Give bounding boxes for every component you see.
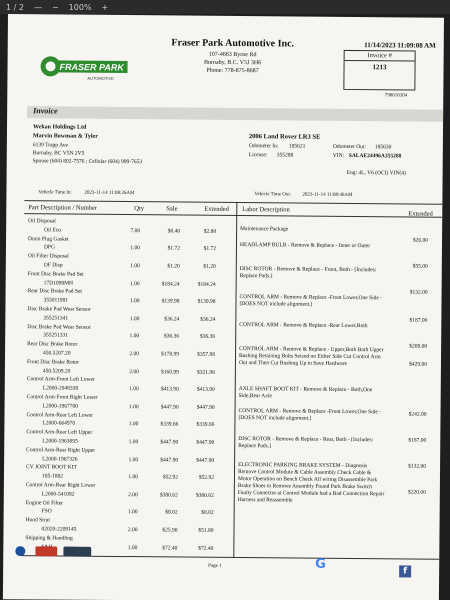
- part-extended: $36.24: [200, 316, 216, 323]
- time-out-value: 2023-11-14 11:08:46AM: [302, 192, 353, 199]
- part-qty: 1.00: [130, 263, 140, 270]
- part-number: L2000-664970: [42, 420, 76, 427]
- part-extended: $52.92: [198, 474, 214, 482]
- part-sale: $1.20: [167, 263, 180, 270]
- part-extended: $36.36: [200, 334, 216, 341]
- labor-description: HEADLAMP BULB - Remove & Replace - Inner or Outer: [239, 242, 371, 250]
- part-sale: $52.92: [162, 474, 178, 481]
- part-number: Oil Eco: [44, 227, 62, 234]
- page-indicator[interactable]: 1 / 2: [6, 2, 24, 12]
- company-logo: [37, 46, 129, 87]
- part-sale: $413.90: [160, 386, 179, 393]
- invoice-page: [3, 14, 444, 600]
- part-description: Control Arm-Rear Left Upper: [26, 429, 93, 436]
- pdf-viewer-toolbar: [0, 0, 450, 14]
- part-number: 185-1882: [41, 473, 64, 480]
- part-qty: 1.00: [128, 456, 139, 463]
- part-number: 355251331: [43, 332, 68, 339]
- part-number: L2000-1967700: [42, 403, 79, 410]
- labor-description: CONTROL ARM - Remove & Replace - Upper,Both Both Upper Bushing Retaining Bolts Seized on Either Side Cut Control Arm Out and Then Cut Bushing Up to Save Hardware: [238, 346, 384, 367]
- part-description: Control Arm-Rear Right Lower: [25, 482, 96, 489]
- labor-description: CONTROL ARM - Remove & Replace -Front Lower,One Side - [DOES NOT include alignment.]: [238, 408, 382, 422]
- labor-description: CONTROL ARM - Remove & Replace -Rear Lower,Both: [239, 322, 368, 330]
- labor-price: $55.00: [412, 263, 428, 270]
- logo-subtitle: AUTOMOTIVE: [87, 75, 114, 81]
- part-description: Disc Brake Pad Wear Sensor: [27, 323, 91, 331]
- part-qty: 1.00: [130, 245, 140, 252]
- invoice-section-title: Invoice: [27, 106, 443, 122]
- part-description: CV JOINT BOOT KIT: [26, 464, 77, 472]
- toolbar-separator: —: [33, 2, 42, 12]
- labor-price: $132.00: [408, 463, 427, 470]
- customer-phones: Spouse (604) 802-7576 ; Cellular (604) 999-7653: [32, 158, 143, 166]
- part-number: FSO: [41, 508, 52, 515]
- part-description: Shipping & Handling: [25, 534, 73, 542]
- part-number: 17D1098MH: [43, 279, 74, 287]
- labor-description: Maintenance Package: [240, 226, 289, 233]
- vin-label: VIN:: [332, 152, 345, 159]
- labor-price: $187.00: [408, 437, 427, 444]
- labor-description: DISC ROTOR - Remove & Replace - Rear, Both - [Includes: Replace Pads.]: [238, 436, 374, 450]
- part-qty: 1.00: [129, 333, 140, 340]
- invoice-number: 1213: [372, 63, 387, 72]
- customer-name: Marvin Bowman & Tyler: [32, 133, 98, 140]
- part-extended: $321.98: [196, 369, 215, 376]
- col-labor-extended: Extended: [408, 210, 433, 218]
- certification-badge-icon: [13, 546, 27, 556]
- part-sale: $8.02: [165, 509, 178, 516]
- part-extended: $357.98: [197, 351, 216, 358]
- col-labor-description: Labor Description: [242, 206, 290, 214]
- odometer-out-value: 185630: [374, 144, 392, 151]
- part-description: Front Disc Brake Rotor: [26, 358, 79, 366]
- part-qty: 2.00: [129, 368, 139, 375]
- zoom-level[interactable]: 100%: [68, 2, 92, 12]
- part-sale: $447.90: [160, 439, 179, 446]
- part-extended: $380.62: [195, 492, 214, 499]
- col-part-description: Part Description / Number: [28, 204, 98, 212]
- part-description: Rear Disc Brake Rotor: [27, 341, 78, 348]
- part-description: Rear Disc Brake Pad Set: [27, 288, 82, 296]
- part-extended: $139.98: [197, 298, 216, 306]
- part-qty: 1.00: [128, 509, 138, 516]
- company-address-1: 107-4663 Byrne Rd: [208, 51, 257, 59]
- part-sale: $339.66: [160, 421, 179, 428]
- part-qty: 1.00: [128, 439, 139, 446]
- part-number: DPG: [43, 244, 56, 251]
- customer-company: Wekan Holdings Ltd: [32, 124, 87, 131]
- invoice-code: 790616304: [384, 93, 408, 99]
- labor-price: $209.00: [409, 343, 428, 350]
- part-extended: $51.80: [198, 527, 214, 534]
- part-sale: $178.99: [161, 351, 180, 358]
- part-sale: $447.90: [160, 404, 179, 411]
- table-header: [24, 200, 442, 218]
- zoom-in-button[interactable]: +: [101, 2, 109, 12]
- part-qty: 1.00: [129, 386, 139, 393]
- part-qty: 7.00: [130, 227, 141, 234]
- part-description: Control Arm-Front Right Lower: [26, 394, 98, 401]
- part-number: L2000-541082: [41, 491, 75, 498]
- part-description: Disc Brake Pad Wear Sensor: [27, 306, 91, 313]
- labor-description: CONTROL ARM - Remove & Replace -Front Lower,One Side - [DOES NOT include alignment.]: [239, 294, 383, 308]
- col-qty: Qty: [134, 205, 145, 213]
- part-qty: 1.00: [128, 421, 139, 428]
- customer-city: Burnaby, BC V5N 2V5: [32, 150, 85, 157]
- part-description: Hood Strut: [25, 517, 50, 524]
- part-extended: $2.80: [203, 228, 217, 235]
- part-number: L2000-1963095: [42, 438, 78, 445]
- customer-street: 6139 Trapp Ave: [32, 142, 68, 149]
- part-qty: 1.00: [128, 403, 139, 410]
- part-extended: $1.72: [203, 246, 216, 253]
- part-number: 355251341: [43, 315, 69, 322]
- part-number: 355011981: [43, 297, 69, 304]
- part-number: 02020-2209145: [41, 526, 77, 533]
- part-sale: $447.90: [160, 456, 179, 464]
- time-in-value: 2023-11-14 11:08:26AM: [84, 190, 135, 197]
- part-extended: $1.20: [203, 263, 216, 270]
- google-glyph: G: [315, 556, 326, 572]
- labor-price: $26.00: [412, 237, 429, 244]
- part-extended: $72.40: [198, 545, 214, 552]
- vehicle-title: 2006 Land Rover LR3 SE: [248, 133, 321, 141]
- part-extended: $339.66: [196, 422, 215, 429]
- part-qty: 1.00: [129, 315, 140, 322]
- part-extended: $413.90: [196, 386, 215, 394]
- part-qty: 1.00: [130, 280, 140, 287]
- part-sale: $36.36: [164, 333, 180, 340]
- part-sale: $25.90: [162, 527, 178, 534]
- gear-logo-icon: [37, 46, 129, 87]
- part-sale: $380.62: [159, 492, 178, 499]
- part-description: Control Arm-Front Left Lower: [26, 376, 95, 384]
- page-number: Page 1: [208, 563, 222, 569]
- part-description: Drain Plug Gasket: [28, 235, 69, 243]
- labor-price: $220.00: [407, 489, 426, 496]
- labor-description: ELECTRONIC PARKING BRAKE SYSTEM - Diagnosis Remove Control Module & Cable Assembly Check Cable & Motor Operation on Bench Check All wiring Disassemble Park Brake Shoes to Remove Assembly Found Park Brake Switch Faulty Connector at Control Module had a Bad Connection Repair Harness and Reassemble: [237, 462, 385, 504]
- labor-price: $187.00: [409, 317, 428, 324]
- part-description: Oil Disposal: [28, 218, 56, 225]
- part-sale: $139.98: [161, 298, 180, 305]
- invoice-number-box: [343, 50, 415, 91]
- part-qty: 1.00: [129, 298, 140, 305]
- part-number: 450.5209.20: [42, 367, 71, 375]
- part-extended: $447.90: [196, 457, 215, 464]
- odometer-in-label: Odometer In:: [248, 143, 279, 150]
- time-in-label: Vehicle Time In:: [38, 190, 72, 196]
- part-number: L2000-2048338: [42, 385, 79, 392]
- odometer-in-value: 185621: [288, 143, 306, 150]
- zoom-out-button[interactable]: −: [51, 2, 59, 12]
- part-number: 450.5207.20: [43, 350, 71, 357]
- engine-info: Eng: 4L, V6 (OCI) VIN(4): [346, 169, 406, 177]
- part-description: Control Arm-Rear Left Lower: [26, 411, 93, 419]
- time-out-label: Vehicle Time Out:: [254, 192, 292, 198]
- part-extended: $184.24: [197, 281, 216, 288]
- labor-price: $429.00: [409, 361, 427, 368]
- labor-price: $132.00: [409, 289, 428, 296]
- part-qty: 2.00: [128, 491, 138, 498]
- odometer-out-label: Odometer Out:: [332, 143, 367, 151]
- dealer-badge-icon: [63, 547, 91, 557]
- part-number: OF Disp: [43, 262, 63, 269]
- part-description: Control Arm-Rear Right Upper: [26, 446, 96, 454]
- part-sale: $36.24: [164, 316, 180, 323]
- part-qty: 2.00: [127, 527, 138, 534]
- labor-price: $242.00: [408, 411, 427, 418]
- company-name: Fraser Park Automotive Inc.: [171, 37, 295, 50]
- part-number: L2000-1967326: [42, 455, 78, 463]
- part-qty: 1.00: [127, 544, 138, 551]
- google-icon: [315, 557, 326, 572]
- part-extended: $8.02: [201, 510, 214, 517]
- part-description: Engine Oil Filter: [25, 499, 64, 507]
- company-phone: Phone: 778-875-8687: [206, 67, 259, 75]
- part-sale: $184.24: [161, 280, 180, 288]
- facebook-icon: f: [399, 565, 411, 577]
- part-description: Oil Filter Disposal: [27, 253, 69, 260]
- col-extended: Extended: [204, 205, 229, 213]
- license-value: 355288: [276, 152, 294, 159]
- part-sale: $0.40: [167, 228, 181, 235]
- part-qty: 1.00: [128, 474, 138, 481]
- part-sale: $1.72: [167, 245, 180, 252]
- labor-description: DISC ROTOR - Remove & Replace - Front, Both - [Includes: Replace Pads.]: [239, 266, 377, 280]
- part-description: Front Disc Brake Pad Set: [27, 270, 84, 278]
- invoice-datetime: 11/14/2023 11:09:08 AM: [364, 41, 436, 50]
- part-sale: $160.99: [160, 368, 179, 376]
- part-sale: $72.40: [162, 544, 178, 552]
- labor-description: AXLE SHAFT BOOT KIT - Remove & Replace - Both,One Side,Rear Axle: [238, 386, 373, 400]
- company-address-2: Burnaby, B.C. V5J 3H6: [203, 59, 262, 67]
- invoice-number-label: Invoice #: [345, 51, 415, 62]
- partner-badge-icon: [35, 546, 57, 556]
- col-sale: Sale: [166, 205, 178, 213]
- part-extended: $447.90: [196, 439, 215, 446]
- part-qty: 2.00: [129, 351, 140, 358]
- vin-value: SALAE24496A355288: [348, 152, 402, 160]
- part-extended: $447.90: [196, 404, 215, 411]
- license-label: License:: [248, 152, 268, 159]
- logo-wordmark: FRASER PARK: [59, 61, 124, 73]
